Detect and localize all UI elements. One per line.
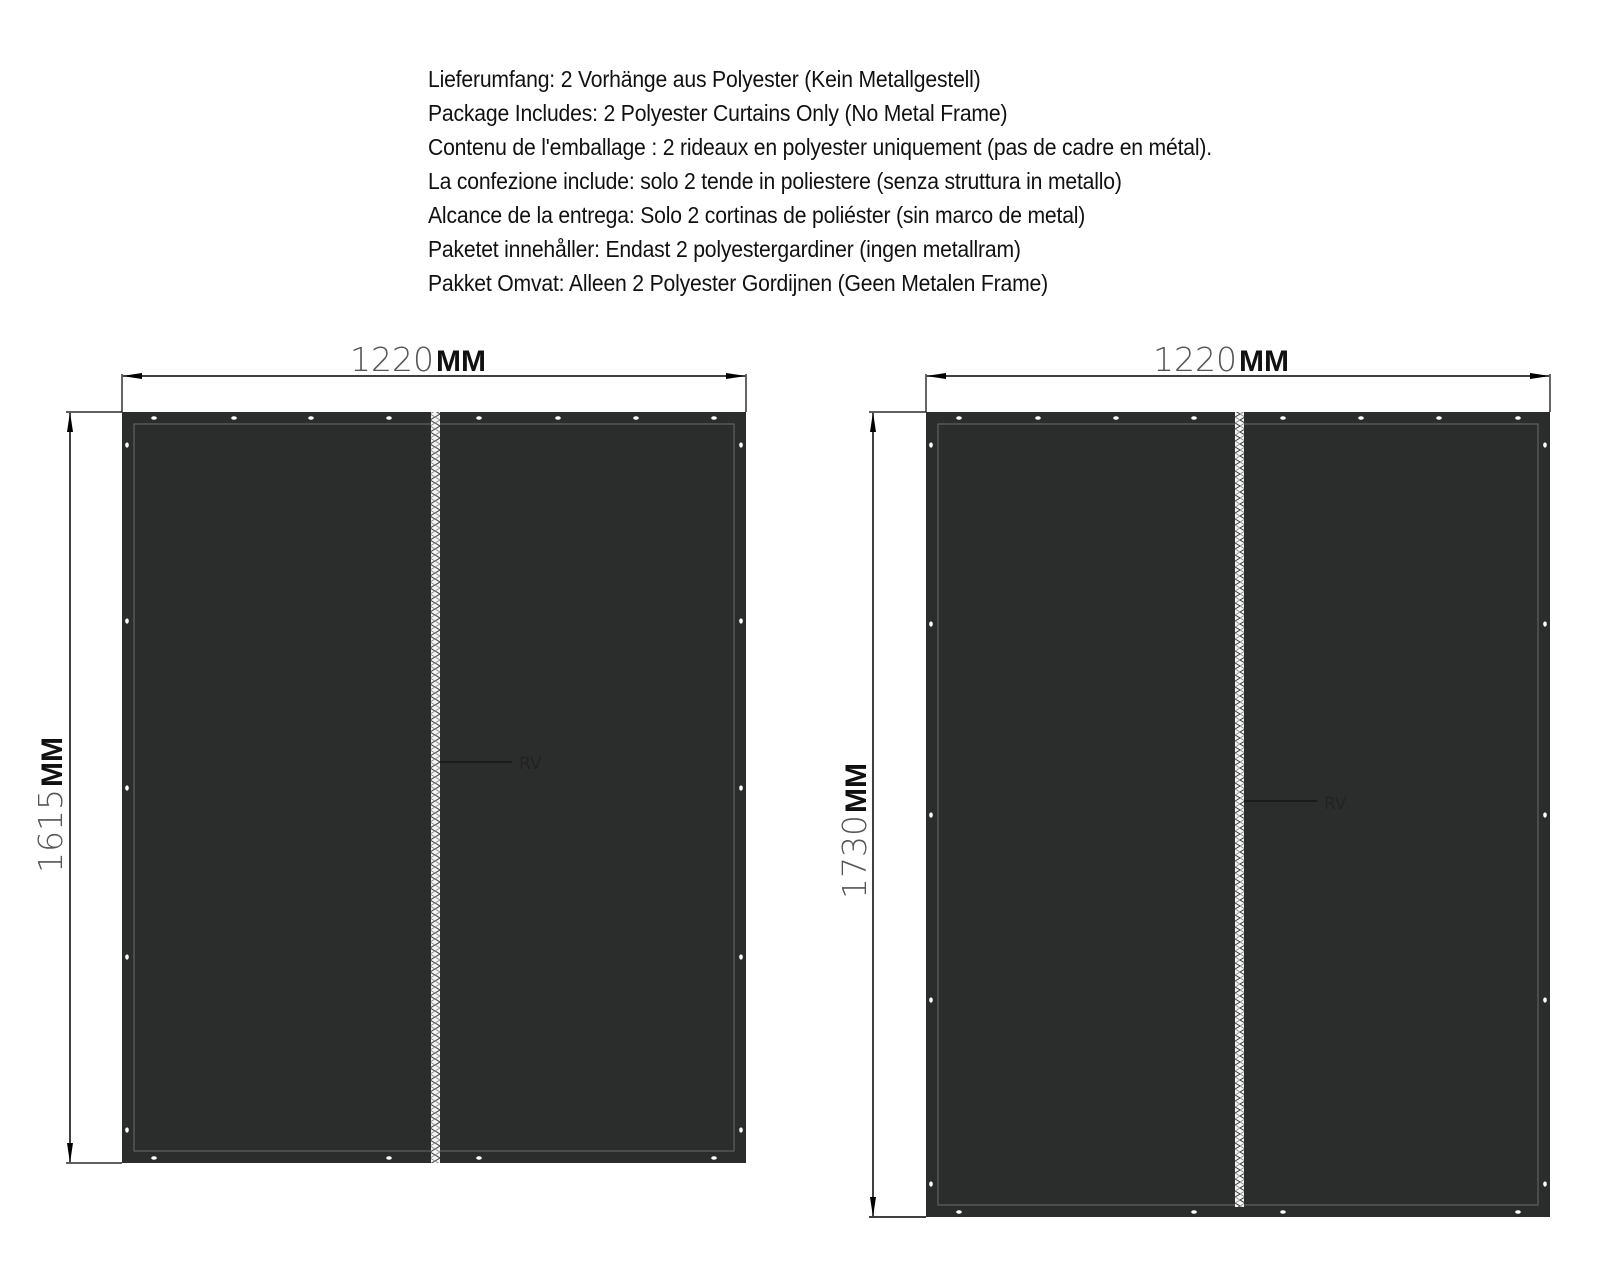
curtain-2-width-value: 1220: [1153, 340, 1237, 379]
note-line-nl: Pakket Omvat: Alleen 2 Polyester Gordijnen (Geen Metalen Frame): [428, 270, 1048, 296]
curtain-2-width-dimension: [926, 340, 1550, 412]
curtain-1-width-unit: MM: [436, 345, 486, 378]
curtain-1-center-seam: [431, 412, 440, 1163]
curtain-1: [31, 340, 746, 1163]
note-line-sv: Paketet innehåller: Endast 2 polyestergardiner (ingen metallram): [428, 236, 1021, 262]
curtain-2-height-unit: MM: [840, 763, 873, 813]
curtain-1-seam-label: RV: [519, 754, 542, 774]
curtain-2-seam-label: RV: [1324, 794, 1347, 814]
curtain-2: [835, 340, 1550, 1217]
curtain-1-width-value: 1220: [350, 340, 434, 379]
curtain-2-height-dimension: [835, 412, 926, 1217]
curtain-2-center-seam: [1235, 412, 1244, 1207]
note-line-fr: Contenu de l'emballage : 2 rideaux en polyester uniquement (pas de cadre en métal).: [428, 134, 1212, 160]
curtain-1-height-unit: MM: [36, 737, 69, 787]
note-line-es: Alcance de la entrega: Solo 2 cortinas de poliéster (sin marco de metal): [428, 202, 1086, 228]
curtain-2-width-unit: MM: [1239, 345, 1289, 378]
note-line-it: La confezione include: solo 2 tende in poliestere (senza struttura in metallo): [428, 168, 1122, 194]
note-line-de: Lieferumfang: 2 Vorhänge aus Polyester (Kein Metallgestell): [428, 66, 981, 92]
curtain-1-height-value: 1615: [31, 789, 70, 873]
curtain-1-width-dimension: [122, 340, 746, 412]
curtain-1-height-dimension: [31, 412, 122, 1163]
curtain-2-height-value: 1730: [835, 815, 874, 899]
note-line-en: Package Includes: 2 Polyester Curtains Only (No Metal Frame): [428, 100, 1008, 126]
